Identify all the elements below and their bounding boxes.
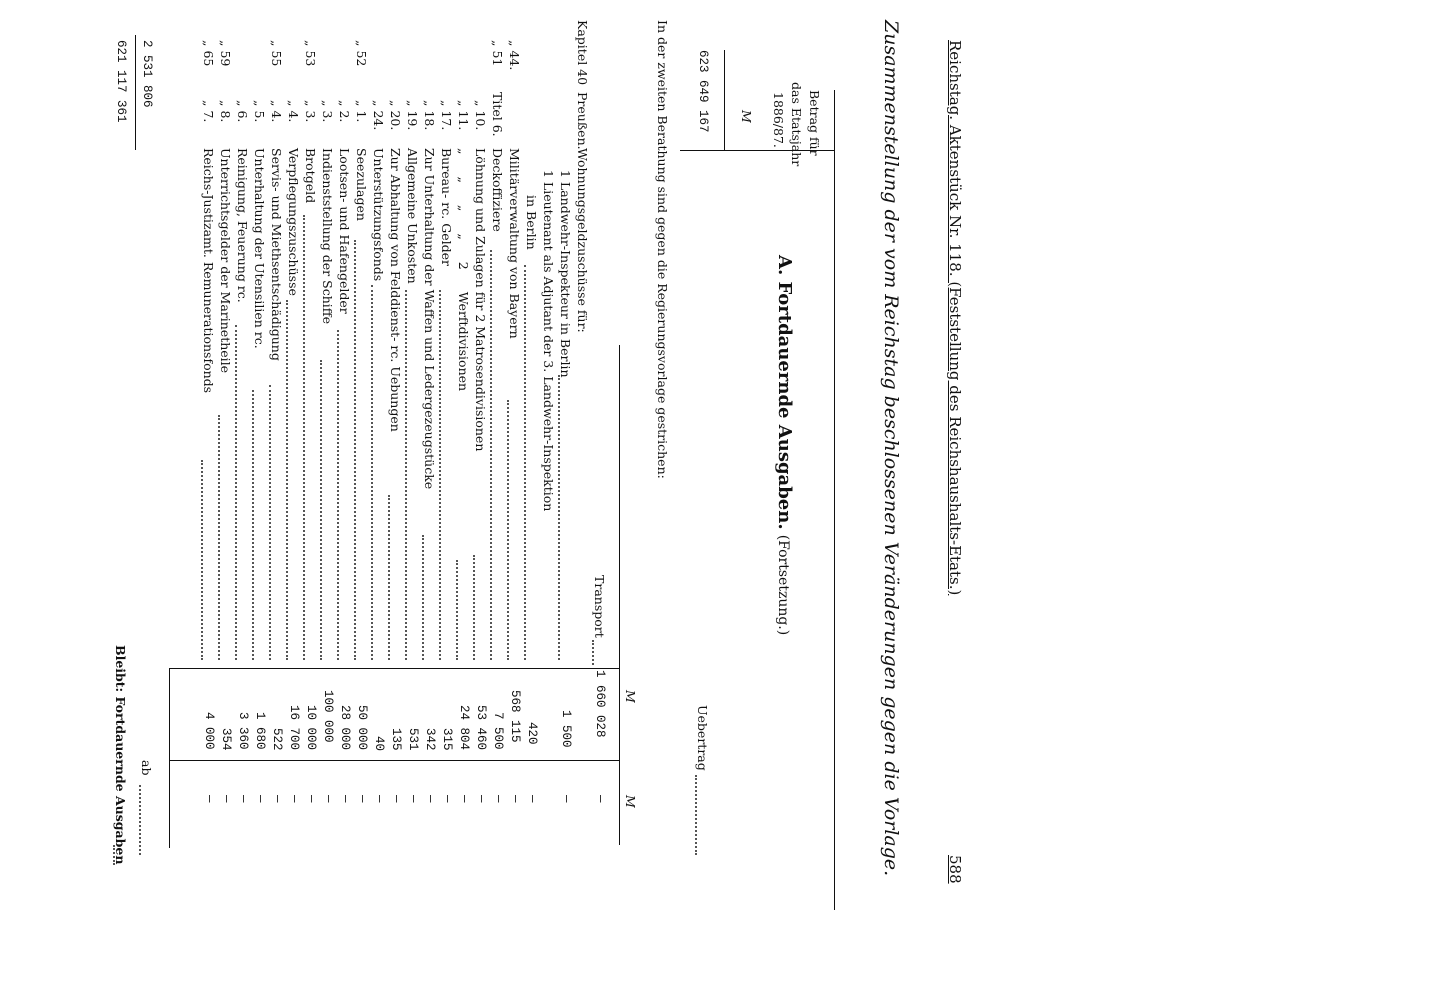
row-leader <box>218 415 220 660</box>
row-label: „ 7. <box>201 100 216 123</box>
row-value: 342 <box>423 728 437 751</box>
betrag-header-line3: 1886/87. <box>771 92 786 148</box>
pf-dash: — <box>287 795 301 803</box>
row-label: „ 24. <box>371 100 386 131</box>
row-value: 315 <box>440 728 454 751</box>
transport-label: Transport <box>592 575 607 638</box>
row-pre: „ 52 <box>354 40 369 67</box>
pf-dash: — <box>440 795 454 803</box>
pf-dash: — <box>321 795 335 803</box>
row-label: „ 18. <box>422 100 437 131</box>
row-leader <box>371 285 373 660</box>
row-value: 420 <box>525 722 539 745</box>
row-value: 1 680 <box>253 712 267 750</box>
ab-value: 2 531 806 <box>140 40 154 108</box>
bleibt-value: 621 117 361 <box>114 40 128 123</box>
row-text: Unterhaltung der Utensilien rc. <box>252 148 267 349</box>
row-text: Allgemeine Unkosten <box>405 148 420 284</box>
uebertrag-leader <box>695 775 697 855</box>
row-label: „ 4. <box>269 100 284 123</box>
pf-dash: — <box>202 795 216 803</box>
row-pre: „ 59 <box>218 40 233 67</box>
betrag-header-line1: Betrag für <box>807 90 822 156</box>
uebertrag-value: 623 649 167 <box>696 50 710 133</box>
row-label: „ 4. <box>286 100 301 123</box>
pf-dash: — <box>355 795 369 803</box>
row-label: „ 3. <box>303 100 318 123</box>
row-leader <box>320 360 322 660</box>
ab-label: ab <box>139 760 154 776</box>
bleibt-leader <box>113 845 115 865</box>
row-value: 10 000 <box>304 705 318 751</box>
row-leader <box>286 300 288 660</box>
row-leader <box>405 290 407 660</box>
row-pre: „ 44. <box>507 40 522 71</box>
ab-leader <box>139 785 141 855</box>
row-label: „ 20. <box>388 100 403 131</box>
row-value: 531 <box>406 728 420 751</box>
uebertrag-label: Uebertrag <box>695 705 710 771</box>
row-text: 1 Landwehr-Inspekteur in Berlin <box>558 170 573 378</box>
row-value: 16 700 <box>287 705 301 751</box>
sum-rule <box>169 668 170 848</box>
pf-dash: — <box>525 795 539 803</box>
row-leader <box>388 495 390 660</box>
row-leader <box>337 330 339 660</box>
running-head: Reichstag. Aktenstück Nr. 118. (Feststellung des Reichshaushalts-Etats.) <box>946 40 964 596</box>
betrag-header-line2: das Etatsjahr <box>789 82 804 167</box>
amount-column-right-rule <box>170 760 620 761</box>
row-leader <box>235 325 237 660</box>
row-text: Reinigung, Feuerung rc. <box>235 148 250 303</box>
row-value: 53 460 <box>474 705 488 751</box>
row-text: Wohnungsgeldzuschüsse für: <box>575 148 590 333</box>
pf-dash: — <box>236 795 250 803</box>
pf-dash: — <box>474 795 488 803</box>
row-leader <box>354 240 356 660</box>
row-value: 28 000 <box>338 705 352 751</box>
row-value: 24 804 <box>457 705 471 751</box>
row-text: Indienststellung der Schiffe <box>320 148 335 325</box>
row-value: 7 500 <box>491 712 505 750</box>
row-value: 100 000 <box>321 690 335 743</box>
row-label: „ 6. <box>235 100 250 123</box>
row-text: „ „ „ „ 2 Werftdivisionen <box>456 148 471 392</box>
transport-value: 1 660 028 <box>593 670 607 738</box>
pf-dash: — <box>406 795 420 803</box>
row-leader <box>252 390 254 660</box>
pf-dash: — <box>270 795 284 803</box>
row-label: Titel 6. <box>490 92 505 137</box>
row-value: 568 115 <box>508 690 522 743</box>
row-leader <box>473 555 475 660</box>
row-leader <box>524 265 526 660</box>
row-value: 354 <box>219 728 233 751</box>
row-leader <box>201 460 203 660</box>
row-leader <box>490 250 492 660</box>
row-value: 522 <box>270 728 284 751</box>
row-leader <box>456 560 458 660</box>
pf-dash: — <box>423 795 437 803</box>
row-text: Reichs-Justizamt. Remunerationsfonds <box>201 148 216 394</box>
pf-dash: — <box>491 795 505 803</box>
row-label: Preußen. <box>575 92 590 150</box>
pf-dash: — <box>304 795 318 803</box>
row-label: „ 19. <box>405 100 420 131</box>
row-text: Unterstützungsfonds <box>371 148 386 282</box>
row-label: „ 5. <box>252 100 267 123</box>
row-leader <box>558 375 560 660</box>
row-pre: „ 65 <box>201 40 216 67</box>
row-value: 1 500 <box>559 710 573 748</box>
row-pre: „ 53 <box>303 40 318 67</box>
row-value: 135 <box>389 728 403 751</box>
betrag-header-rule <box>724 50 725 150</box>
page-number: 588 <box>946 855 964 884</box>
row-text: Brotgeld <box>303 148 318 204</box>
page-title: Zusammenstellung der vom Reichstag beschlossenen Veränderungen gegen die Vorlage. <box>880 20 902 877</box>
row-label: „ 3. <box>320 100 335 123</box>
pf-dash: — <box>372 795 386 803</box>
pf-dash: — <box>389 795 403 803</box>
pf-dash: — <box>338 795 352 803</box>
row-label: „ 2. <box>337 100 352 123</box>
row-leader <box>439 290 441 660</box>
pf-dash: — <box>253 795 267 803</box>
units-rule <box>619 345 620 845</box>
row-text: Bureau- rc. Gelder <box>439 148 454 266</box>
pf-dash: — <box>559 795 573 803</box>
row-leader <box>269 385 271 660</box>
row-label: „ 1. <box>354 100 369 123</box>
row-pre: Kapitel 40 <box>575 20 590 86</box>
betrag-header-unit: M <box>739 110 754 123</box>
total-rule <box>135 35 136 150</box>
row-value: 4 000 <box>202 712 216 750</box>
row-value: 50 000 <box>355 705 369 751</box>
row-leader <box>422 535 424 660</box>
row-text: Zur Unterhaltung der Waffen und Ledergezeugstücke <box>422 148 437 490</box>
row-value: 3 360 <box>236 712 250 750</box>
row-text: Militärverwaltung von Bayern <box>507 148 522 339</box>
section-intro: In der zweiten Berathung sind gegen die Regierungsvorlage gestrichen: <box>655 20 670 479</box>
amount-column-left-rule <box>170 668 620 669</box>
row-text: Unterrichtsgelder der Marinetheile <box>218 148 233 374</box>
row-text: 1 Lieutenant als Adjutant der 3. Landwehr-Inspektion <box>541 170 556 512</box>
dfg-watermark <box>1416 8 1432 992</box>
row-label: „ 10. <box>473 100 488 131</box>
row-pre: „ 55 <box>269 40 284 67</box>
section-title: A. Fortdauernde Ausgaben. (Fortsetzung.) <box>774 255 795 636</box>
row-text: Lootsen- und Hafengelder <box>337 148 352 314</box>
row-text: Zur Abhaltung von Felddienst- rc. Uebungen <box>388 148 403 432</box>
pf-dash: — <box>593 795 607 803</box>
row-text: Löhnung und Zulagen für 2 Matrosendivisionen <box>473 148 488 452</box>
row-text: in Berlin <box>524 195 539 250</box>
row-text: Servis- und Miethsentschädigung <box>269 148 284 361</box>
pf-dash: — <box>457 795 471 803</box>
row-text: Seezulagen <box>354 148 369 221</box>
transport-leader <box>592 640 594 665</box>
row-value: 40 <box>372 736 386 752</box>
unit-mark-m: M <box>623 690 638 703</box>
pf-dash: — <box>219 795 233 803</box>
unit-mark-pf: M <box>623 795 638 808</box>
row-label: „ 17. <box>439 100 454 131</box>
row-label: „ 8. <box>218 100 233 123</box>
pf-dash: — <box>508 795 522 803</box>
row-leader <box>303 215 305 660</box>
row-text: Deckoffiziere <box>490 148 505 232</box>
row-leader <box>507 400 509 660</box>
row-text: Verpflegungszuschüsse <box>286 148 301 296</box>
row-pre: „ 51 <box>490 40 505 67</box>
bleibt-label: Bleibt: Fortdauernde Ausgaben <box>113 645 128 865</box>
table-top-rule <box>834 90 835 910</box>
row-label: „ 11. <box>456 100 471 131</box>
